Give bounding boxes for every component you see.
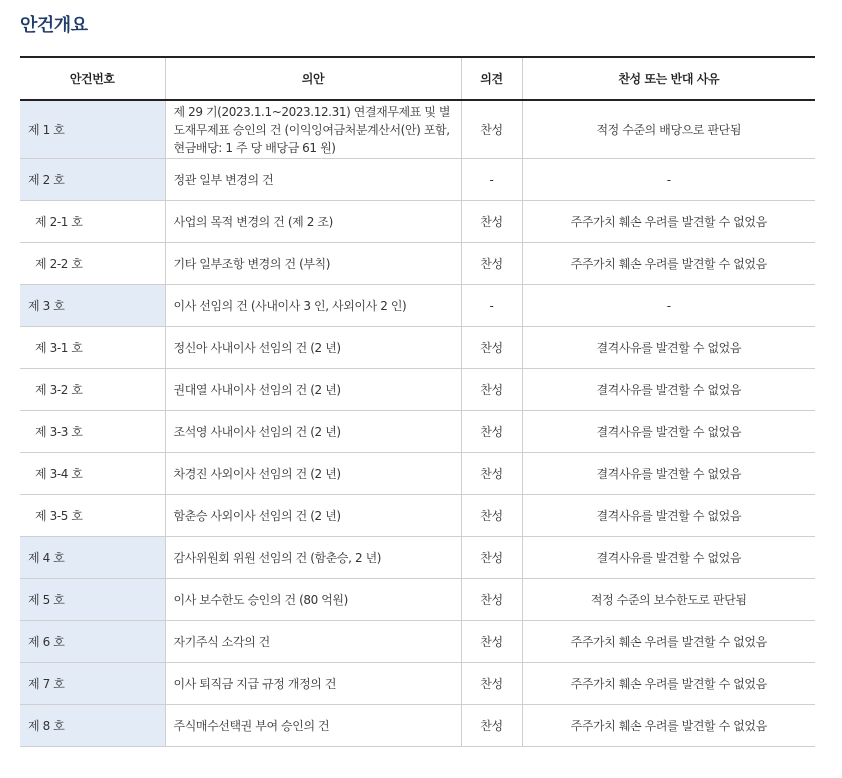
header-no: 안건번호 (20, 57, 165, 100)
agenda-subject: 차경진 사외이사 선임의 건 (2 년) (165, 453, 461, 495)
agenda-reason: 적정 수준의 배당으로 판단됨 (522, 100, 815, 159)
agenda-no: 제 6 호 (20, 621, 165, 663)
agenda-subject: 권대열 사내이사 선임의 건 (2 년) (165, 369, 461, 411)
agenda-opinion: 찬성 (461, 243, 522, 285)
agenda-opinion: 찬성 (461, 327, 522, 369)
table-row (20, 159, 815, 201)
agenda-table (20, 56, 815, 747)
agenda-subject: 자기주식 소각의 건 (165, 621, 461, 663)
agenda-opinion: 찬성 (461, 579, 522, 621)
agenda-no: 제 8 호 (20, 705, 165, 747)
agenda-reason: 결격사유를 발견할 수 없었음 (522, 369, 815, 411)
agenda-subject: 이사 보수한도 승인의 건 (80 억원) (165, 579, 461, 621)
agenda-reason: 결격사유를 발견할 수 없었음 (522, 537, 815, 579)
table-row (20, 705, 815, 747)
agenda-reason: 결격사유를 발견할 수 없었음 (522, 453, 815, 495)
agenda-no: 제 2-1 호 (20, 201, 165, 243)
agenda-subject: 기타 일부조항 변경의 건 (부칙) (165, 243, 461, 285)
agenda-no: 제 3-3 호 (20, 411, 165, 453)
table-row (20, 411, 815, 453)
agenda-reason: 주주가치 훼손 우려를 발견할 수 없었음 (522, 705, 815, 747)
table-row (20, 369, 815, 411)
table-row (20, 453, 815, 495)
agenda-no: 제 7 호 (20, 663, 165, 705)
table-row (20, 663, 815, 705)
agenda-no: 제 2-2 호 (20, 243, 165, 285)
table-row (20, 201, 815, 243)
agenda-reason: 결격사유를 발견할 수 없었음 (522, 411, 815, 453)
agenda-opinion: 찬성 (461, 663, 522, 705)
agenda-reason: 주주가치 훼손 우려를 발견할 수 없었음 (522, 663, 815, 705)
section-title: 안건개요 (20, 15, 88, 36)
agenda-reason: 적정 수준의 보수한도로 판단됨 (522, 579, 815, 621)
agenda-no: 제 3-5 호 (20, 495, 165, 537)
agenda-opinion: 찬성 (461, 369, 522, 411)
agenda-subject: 함춘승 사외이사 선임의 건 (2 년) (165, 495, 461, 537)
agenda-no: 제 3-4 호 (20, 453, 165, 495)
table-row (20, 100, 815, 159)
agenda-no: 제 3-2 호 (20, 369, 165, 411)
agenda-opinion: 찬성 (461, 495, 522, 537)
table-header-row (20, 57, 815, 100)
agenda-no: 제 4 호 (20, 537, 165, 579)
header-opinion: 의견 (461, 57, 522, 100)
agenda-opinion: 찬성 (461, 537, 522, 579)
table-row (20, 495, 815, 537)
agenda-subject: 조석영 사내이사 선임의 건 (2 년) (165, 411, 461, 453)
agenda-subject: 제 29 기(2023.1.1~2023.12.31) 연결재무제표 및 별도재무제표 승인의 건 (이익잉여금처분계산서(안) 포함, 현금배당: 1 주 당 배당금 61 원) (165, 100, 461, 159)
agenda-opinion: - (461, 285, 522, 327)
agenda-no: 제 1 호 (20, 100, 165, 159)
agenda-no: 제 3 호 (20, 285, 165, 327)
header-subject: 의안 (165, 57, 461, 100)
agenda-reason: - (522, 285, 815, 327)
agenda-no: 제 3-1 호 (20, 327, 165, 369)
agenda-subject: 이사 선임의 건 (사내이사 3 인, 사외이사 2 인) (165, 285, 461, 327)
table-row (20, 579, 815, 621)
agenda-opinion: - (461, 159, 522, 201)
agenda-subject: 정관 일부 변경의 건 (165, 159, 461, 201)
table-row (20, 621, 815, 663)
agenda-subject: 정신아 사내이사 선임의 건 (2 년) (165, 327, 461, 369)
agenda-no: 제 2 호 (20, 159, 165, 201)
agenda-subject: 주식매수선택권 부여 승인의 건 (165, 705, 461, 747)
table-row (20, 243, 815, 285)
agenda-no: 제 5 호 (20, 579, 165, 621)
agenda-subject: 감사위원회 위원 선임의 건 (함춘승, 2 년) (165, 537, 461, 579)
table-row (20, 537, 815, 579)
agenda-opinion: 찬성 (461, 411, 522, 453)
header-reason: 찬성 또는 반대 사유 (522, 57, 815, 100)
table-row (20, 327, 815, 369)
agenda-opinion: 찬성 (461, 201, 522, 243)
agenda-reason: 결격사유를 발견할 수 없었음 (522, 495, 815, 537)
agenda-opinion: 찬성 (461, 705, 522, 747)
agenda-reason: 주주가치 훼손 우려를 발견할 수 없었음 (522, 243, 815, 285)
agenda-reason: 주주가치 훼손 우려를 발견할 수 없었음 (522, 621, 815, 663)
agenda-opinion: 찬성 (461, 453, 522, 495)
agenda-subject: 사업의 목적 변경의 건 (제 2 조) (165, 201, 461, 243)
agenda-opinion: 찬성 (461, 100, 522, 159)
agenda-subject: 이사 퇴직금 지급 규정 개정의 건 (165, 663, 461, 705)
table-row (20, 285, 815, 327)
agenda-opinion: 찬성 (461, 621, 522, 663)
agenda-reason: - (522, 159, 815, 201)
agenda-reason: 결격사유를 발견할 수 없었음 (522, 327, 815, 369)
agenda-reason: 주주가치 훼손 우려를 발견할 수 없었음 (522, 201, 815, 243)
